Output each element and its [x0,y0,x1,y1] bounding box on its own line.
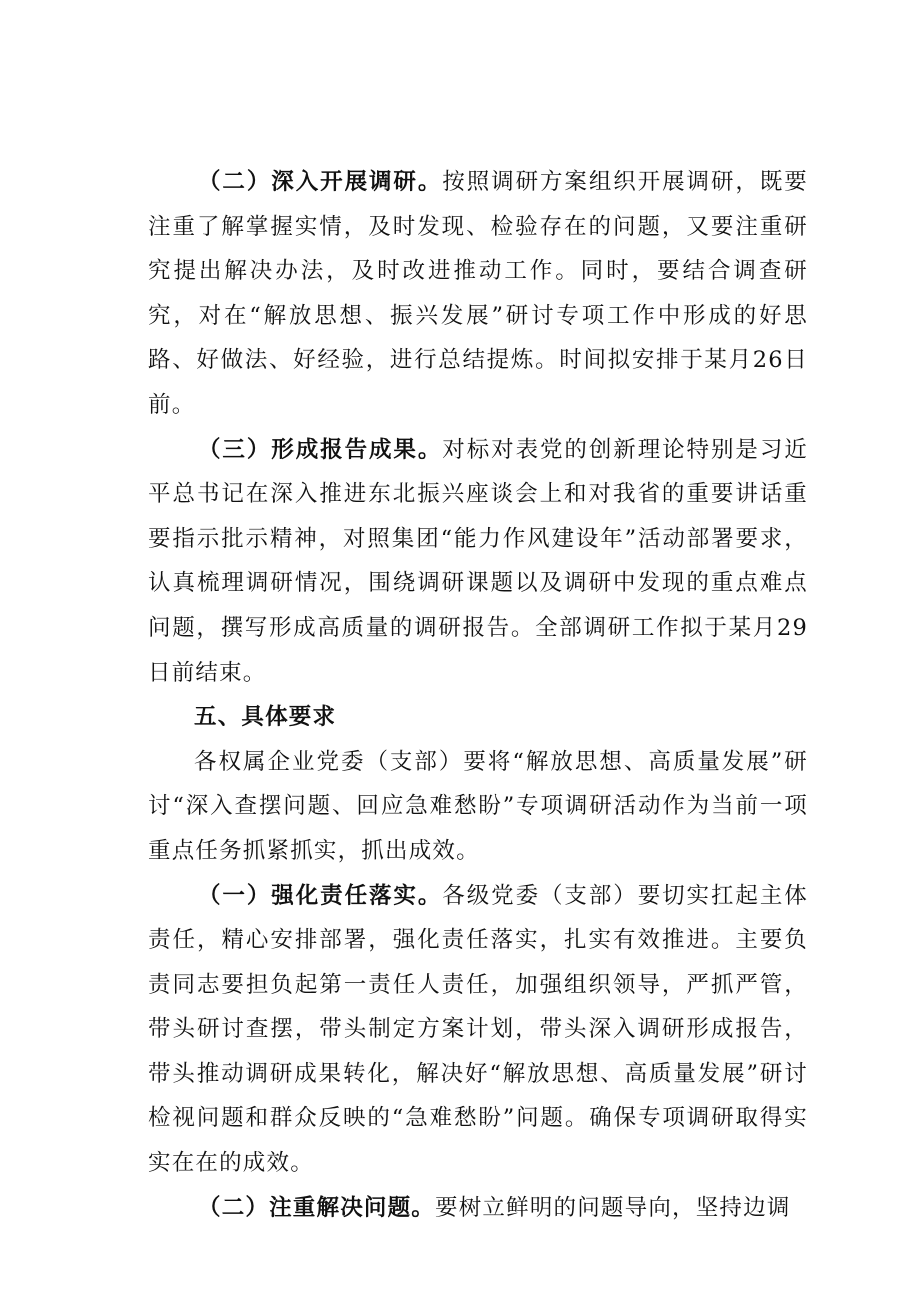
paragraph-intro-requirements [148,740,808,874]
paragraph-deep-research [148,160,808,428]
paragraph-solve-problems [148,1186,808,1231]
paragraph-body: 各级党委（支部）要切实扛起主体责任，精心安排部署，强化责任落实，扎实有效推进。主要负责同志要担负起第一责任人责任，加强组织领导，严抓严管，带头研讨查摆，带头制定方案计划，带头深入调研形成报告，带头推动调研成果转化，解决好“解放思想、高质量发展”研讨检视问题和群众反映的“急难愁盼”问题。确保专项调研取得实实在在的成效。 [148,882,808,1177]
paragraph-body: 对标对表党的创新理论特别是习近平总书记在深入推进东北振兴座谈会上和对我省的重要讲话重要指示批示精神，对照集团“能力作风建设年”活动部署要求，认真梳理调研情况，围绕调研课题以及调研中发现的重点难点问题，撰写形成高质量的调研报告。全部调研工作拟于某月29日前结束。 [148,436,808,686]
paragraph-body: 各权属企业党委（支部）要将“解放思想、高质量发展”研讨“深入查摆问题、回应急难愁盼”专项调研活动作为当前一项重点任务抓紧抓实，抓出成效。 [148,748,808,864]
paragraph-body: 按照调研方案组织开展调研，既要注重了解掌握实情，及时发现、检验存在的问题，又要注重研究提出解决办法，及时改进推动工作。同时，要结合调查研究，对在“解放思想、振兴发展”研讨专项工作中形成的好思路、好做法、好经验，进行总结提炼。时间拟安排于某月26日前。 [148,169,808,418]
paragraph-responsibility [148,874,808,1186]
paragraph-lead-bold: （二）注重解决问题。 [198,1194,436,1221]
paragraph-report-results [148,428,808,696]
paragraph-lead-bold: （三）形成报告成果。 [198,436,443,463]
paragraph-body: 要树立鲜明的问题导向，坚持边调 [435,1194,791,1221]
document-page [148,160,808,1230]
paragraph-lead-bold: （二）深入开展调研。 [198,169,443,195]
section-heading-requirements: 五、具体要求 [194,704,337,731]
paragraph-lead-bold: （一）强化责任落实。 [198,882,443,909]
